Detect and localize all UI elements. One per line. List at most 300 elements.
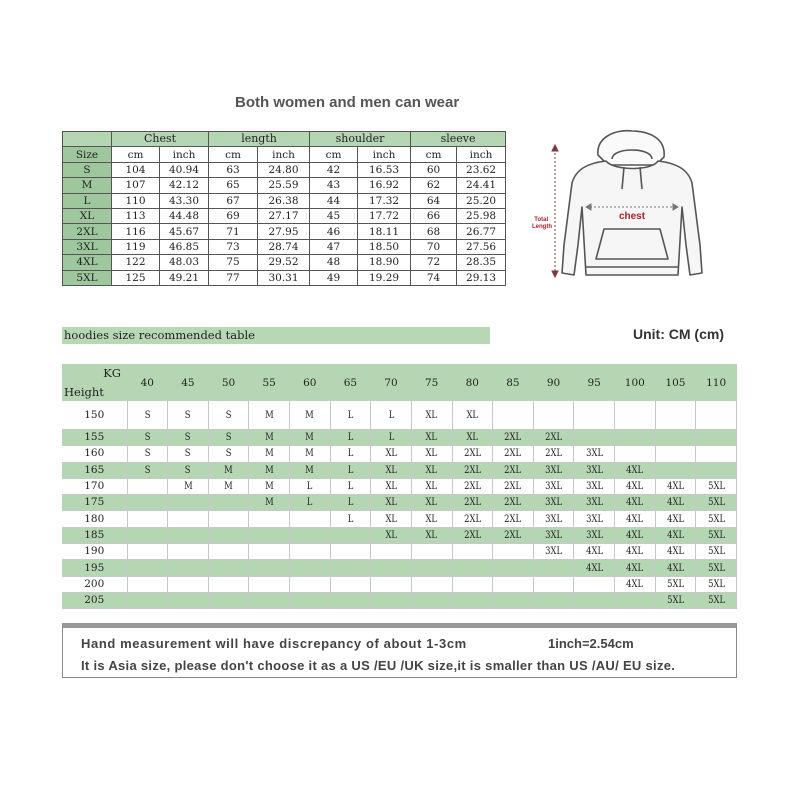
recommended-size-label: 4XL	[666, 512, 684, 525]
recommended-size-cell	[696, 560, 737, 576]
recommended-size-label: L	[347, 512, 354, 525]
empty-cell	[249, 527, 290, 543]
empty-cell	[127, 560, 168, 576]
recommended-size-cell	[493, 527, 534, 543]
recommended-size-cell	[615, 495, 656, 511]
measurement-cell: 113	[112, 208, 160, 223]
empty-cell	[330, 576, 371, 592]
recommended-size-label: M	[305, 463, 315, 476]
empty-cell	[249, 576, 290, 592]
measurement-cell: 23.62	[457, 162, 506, 177]
size-cell: M	[63, 178, 112, 193]
recommended-size-cell	[574, 560, 615, 576]
recommended-size-label: M	[305, 431, 315, 444]
recommended-size-cell	[533, 446, 574, 462]
weight-header: 100	[615, 364, 656, 401]
recommended-size-label: 5XL	[707, 528, 725, 541]
empty-cell	[208, 544, 249, 560]
recommended-size-label: XL	[425, 463, 438, 476]
recommended-size-label: 3XL	[545, 463, 563, 476]
kg-height-corner	[62, 364, 127, 401]
measurement-cell: 26.77	[457, 224, 506, 239]
weight-header: 80	[452, 364, 493, 401]
weight-header: 105	[655, 364, 696, 401]
recommended-size-label: M	[305, 447, 315, 460]
note-inch-conversion: 1inch=2.54cm	[548, 636, 634, 651]
recommended-size-label: 4XL	[626, 545, 644, 558]
measurement-cell: 125	[112, 270, 160, 285]
measurement-cell: 46.85	[160, 239, 209, 254]
empty-cell	[411, 544, 452, 560]
recommend-row	[62, 446, 737, 462]
recommended-size-cell	[533, 462, 574, 478]
recommended-size-label: 2XL	[504, 528, 522, 541]
header-blank-cell	[63, 132, 112, 147]
measurement-cell: 107	[112, 178, 160, 193]
unit-header-cm: cm	[310, 147, 358, 162]
recommended-size-label: 5XL	[707, 496, 725, 509]
recommended-size-cell	[411, 478, 452, 494]
recommended-size-label: 4XL	[666, 496, 684, 509]
measurement-cell: 104	[112, 162, 160, 177]
recommended-size-cell	[249, 446, 290, 462]
note-asia-size: It is Asia size, please don't choose it as a US /EU /UK size,it is smaller than US /AU/ EU size.	[81, 658, 676, 673]
measurement-cell: 19.29	[358, 270, 411, 285]
empty-cell	[127, 511, 168, 527]
empty-cell	[208, 511, 249, 527]
empty-cell	[330, 527, 371, 543]
size-cell: L	[63, 193, 112, 208]
recommended-size-label: XL	[385, 512, 397, 525]
recommended-size-label: 2XL	[545, 431, 563, 444]
measurement-cell: 67	[209, 193, 258, 208]
recommended-size-cell	[168, 430, 209, 446]
size-cell: 4XL	[63, 255, 112, 270]
recommended-size-cell	[208, 401, 249, 430]
recommended-size-label: 3XL	[545, 545, 563, 558]
recommended-size-cell	[371, 446, 412, 462]
recommended-size-cell	[290, 430, 331, 446]
recommended-size-label: L	[347, 496, 354, 509]
recommended-size-label: XL	[385, 463, 397, 476]
empty-cell	[330, 592, 371, 608]
recommended-size-label: 3XL	[585, 496, 603, 509]
empty-cell	[574, 401, 615, 430]
measurement-cell: 48	[310, 255, 358, 270]
measurement-cell: 70	[411, 239, 457, 254]
recommended-size-label: 3XL	[585, 528, 603, 541]
recommended-size-label: 2XL	[463, 447, 481, 460]
recommended-size-label: 4XL	[626, 480, 644, 493]
recommended-size-cell	[452, 527, 493, 543]
size-table-row	[63, 270, 506, 285]
empty-cell	[533, 576, 574, 592]
empty-cell	[452, 560, 493, 576]
recommended-size-cell	[127, 430, 168, 446]
recommended-size-cell	[533, 527, 574, 543]
recommend-row	[62, 401, 737, 430]
measurement-cell: 62	[411, 178, 457, 193]
measurement-cell: 29.13	[457, 270, 506, 285]
recommended-size-label: L	[307, 480, 313, 493]
empty-cell	[655, 462, 696, 478]
empty-cell	[452, 544, 493, 560]
size-table-row	[63, 162, 506, 177]
recommended-size-cell	[411, 511, 452, 527]
recommended-size-label: 2XL	[463, 512, 481, 525]
recommend-row	[62, 430, 737, 446]
recommended-size-label: 2XL	[504, 512, 522, 525]
recommended-size-cell	[371, 462, 412, 478]
size-column-header: Size	[63, 147, 112, 162]
measure-group-header: length	[209, 132, 310, 147]
weight-header: 95	[574, 364, 615, 401]
measurement-cell: 65	[209, 178, 258, 193]
recommended-size-cell	[533, 478, 574, 494]
recommended-size-cell	[655, 544, 696, 560]
empty-cell	[168, 592, 209, 608]
empty-cell	[574, 576, 615, 592]
recommended-size-cell	[208, 430, 249, 446]
recommended-size-label: 4XL	[626, 463, 644, 476]
recommend-row	[62, 478, 737, 494]
weight-header: 45	[168, 364, 209, 401]
weight-header: 70	[371, 364, 412, 401]
recommended-size-cell	[411, 462, 452, 478]
empty-cell	[290, 592, 331, 608]
size-table-row	[63, 255, 506, 270]
empty-cell	[208, 560, 249, 576]
empty-cell	[330, 560, 371, 576]
height-cell: 165	[62, 462, 127, 478]
recommended-size-cell	[330, 495, 371, 511]
measurement-cell: 72	[411, 255, 457, 270]
empty-cell	[696, 401, 737, 430]
recommended-size-label: 3XL	[545, 528, 563, 541]
empty-cell	[249, 592, 290, 608]
recommended-size-cell	[452, 511, 493, 527]
recommended-size-cell	[574, 462, 615, 478]
weight-header: 85	[493, 364, 534, 401]
recommended-size-cell	[493, 495, 534, 511]
measurement-cell: 46	[310, 224, 358, 239]
recommended-size-label: S	[144, 447, 151, 460]
recommended-size-cell	[330, 511, 371, 527]
recommended-size-label: 4XL	[585, 561, 603, 574]
recommended-size-cell	[655, 592, 696, 608]
recommended-size-cell	[615, 478, 656, 494]
recommended-size-cell	[533, 511, 574, 527]
empty-cell	[290, 576, 331, 592]
weight-header: 40	[127, 364, 168, 401]
empty-cell	[127, 544, 168, 560]
recommended-size-cell	[696, 527, 737, 543]
recommended-size-label: XL	[466, 408, 479, 421]
recommended-size-cell	[452, 446, 493, 462]
empty-cell	[615, 430, 656, 446]
height-cell: 195	[62, 560, 127, 576]
recommended-size-cell	[493, 446, 534, 462]
recommended-size-label: XL	[385, 480, 397, 493]
recommended-size-cell	[655, 527, 696, 543]
empty-cell	[127, 495, 168, 511]
measurement-cell: 69	[209, 208, 258, 223]
caption: Both women and men can wear	[235, 94, 460, 111]
recommended-size-label: M	[264, 463, 274, 476]
recommended-size-label: M	[264, 480, 274, 493]
recommended-size-label: XL	[466, 431, 479, 444]
recommended-size-cell	[208, 478, 249, 494]
recommended-size-label: XL	[385, 447, 397, 460]
recommended-size-cell	[452, 478, 493, 494]
measurement-cell: 25.98	[457, 208, 506, 223]
measurement-cell: 42	[310, 162, 358, 177]
recommended-size-label: S	[185, 463, 191, 476]
empty-cell	[533, 560, 574, 576]
recommended-size-label: S	[185, 431, 191, 444]
recommended-size-cell	[655, 576, 696, 592]
recommended-size-cell	[371, 495, 412, 511]
recommended-size-label: XL	[425, 480, 438, 493]
size-table-row	[63, 178, 506, 193]
measurement-cell: 44.48	[160, 208, 209, 223]
measurement-cell: 47	[310, 239, 358, 254]
recommended-size-cell	[452, 401, 493, 430]
recommended-size-label: 4XL	[626, 577, 644, 590]
size-table-header-row	[63, 132, 506, 147]
measure-group-header: Chest	[112, 132, 209, 147]
recommended-size-cell	[452, 495, 493, 511]
weight-header: 65	[330, 364, 371, 401]
height-cell: 205	[62, 592, 127, 608]
measurement-cell: 44	[310, 193, 358, 208]
recommended-size-label: 4XL	[626, 561, 644, 574]
recommended-size-cell	[696, 576, 737, 592]
weight-header: 110	[696, 364, 737, 401]
recommended-size-label: 2XL	[504, 496, 522, 509]
recommended-size-label: L	[347, 408, 354, 421]
measurement-cell: 27.56	[457, 239, 506, 254]
empty-cell	[290, 527, 331, 543]
weight-header: 50	[208, 364, 249, 401]
recommended-size-cell	[615, 511, 656, 527]
size-table-row	[63, 239, 506, 254]
recommended-size-cell	[127, 462, 168, 478]
measurement-cell: 16.53	[358, 162, 411, 177]
recommend-row	[62, 544, 737, 560]
recommended-size-cell	[249, 430, 290, 446]
recommended-size-cell	[493, 462, 534, 478]
recommended-size-cell	[208, 446, 249, 462]
recommended-size-cell	[249, 401, 290, 430]
empty-cell	[249, 560, 290, 576]
recommended-size-cell	[127, 446, 168, 462]
recommended-size-label: 4XL	[666, 528, 684, 541]
measurement-cell: 49.21	[160, 270, 209, 285]
weight-header: 90	[533, 364, 574, 401]
recommended-size-cell	[411, 495, 452, 511]
recommended-size-cell	[696, 495, 737, 511]
measurement-cell: 116	[112, 224, 160, 239]
empty-cell	[574, 592, 615, 608]
recommended-size-cell	[330, 430, 371, 446]
recommended-size-label: 2XL	[463, 463, 481, 476]
recommended-size-cell	[208, 462, 249, 478]
recommended-size-label: 4XL	[666, 545, 684, 558]
measurement-cell: 26.38	[258, 193, 310, 208]
measurement-cell: 43.30	[160, 193, 209, 208]
empty-cell	[208, 495, 249, 511]
recommended-size-label: XL	[425, 408, 438, 421]
recommend-row	[62, 495, 737, 511]
empty-cell	[249, 511, 290, 527]
empty-cell	[411, 576, 452, 592]
size-cell: S	[63, 162, 112, 177]
measurement-cell: 68	[411, 224, 457, 239]
weight-header: 75	[411, 364, 452, 401]
size-cell: 3XL	[63, 239, 112, 254]
recommended-size-label: XL	[385, 528, 397, 541]
measurement-cell: 66	[411, 208, 457, 223]
recommended-size-label: M	[264, 496, 274, 509]
measurement-cell: 25.20	[457, 193, 506, 208]
empty-cell	[452, 592, 493, 608]
recommended-size-cell	[574, 495, 615, 511]
recommended-size-cell	[574, 511, 615, 527]
empty-cell	[208, 592, 249, 608]
measurement-cell: 75	[209, 255, 258, 270]
recommended-size-cell	[452, 462, 493, 478]
empty-cell	[615, 592, 656, 608]
measurement-cell: 48.03	[160, 255, 209, 270]
empty-cell	[533, 401, 574, 430]
recommended-size-cell	[249, 478, 290, 494]
recommended-size-label: XL	[425, 496, 438, 509]
recommended-size-label: 5XL	[707, 480, 725, 493]
empty-cell	[127, 478, 168, 494]
measurement-cell: 73	[209, 239, 258, 254]
measurement-cell: 74	[411, 270, 457, 285]
empty-cell	[493, 560, 534, 576]
measurement-cell: 40.94	[160, 162, 209, 177]
total-length-label: Total Length	[532, 217, 552, 230]
height-cell: 185	[62, 527, 127, 543]
recommended-size-label: M	[224, 480, 233, 493]
measurement-cell: 110	[112, 193, 160, 208]
unit-header-cm: cm	[411, 147, 457, 162]
recommended-size-cell	[411, 527, 452, 543]
measurement-cell: 27.95	[258, 224, 310, 239]
recommended-size-cell	[371, 430, 412, 446]
recommended-size-label: XL	[425, 528, 438, 541]
recommended-size-cell	[411, 401, 452, 430]
height-cell: 190	[62, 544, 127, 560]
recommended-size-label: S	[185, 447, 191, 460]
size-table-row	[63, 208, 506, 223]
recommended-size-label: L	[347, 463, 354, 476]
measurement-cell: 16.92	[358, 178, 411, 193]
recommended-size-label: 3XL	[585, 463, 603, 476]
recommended-size-cell	[127, 401, 168, 430]
recommended-size-label: 4XL	[626, 512, 644, 525]
recommended-size-cell	[330, 478, 371, 494]
recommended-size-label: 2XL	[463, 480, 481, 493]
hoodie-diagram	[528, 125, 733, 295]
recommended-size-cell	[371, 478, 412, 494]
measurement-cell: 27.17	[258, 208, 310, 223]
empty-cell	[127, 527, 168, 543]
recommend-row	[62, 462, 737, 478]
recommended-size-cell	[493, 511, 534, 527]
recommended-size-cell	[249, 462, 290, 478]
unit-header-inch: inch	[258, 147, 310, 162]
recommended-size-cell	[290, 495, 331, 511]
measure-group-header: sleeve	[411, 132, 506, 147]
measurement-cell: 25.59	[258, 178, 310, 193]
measurement-cell: 63	[209, 162, 258, 177]
empty-cell	[290, 544, 331, 560]
recommended-size-label: 2XL	[504, 447, 522, 460]
recommended-size-cell	[533, 495, 574, 511]
empty-cell	[493, 576, 534, 592]
recommended-size-label: S	[225, 447, 232, 460]
empty-cell	[208, 527, 249, 543]
recommended-size-cell	[411, 446, 452, 462]
recommended-size-label: M	[264, 447, 274, 460]
empty-cell	[290, 560, 331, 576]
measurement-cell: 17.72	[358, 208, 411, 223]
unit-header-inch: inch	[160, 147, 209, 162]
empty-cell	[249, 544, 290, 560]
size-cell: XL	[63, 208, 112, 223]
measurement-cell: 42.12	[160, 178, 209, 193]
size-chart-table	[62, 131, 506, 286]
recommended-size-cell	[493, 478, 534, 494]
recommended-size-label: S	[225, 431, 232, 444]
empty-cell	[615, 401, 656, 430]
measurement-cell: 17.32	[358, 193, 411, 208]
recommended-size-cell	[655, 495, 696, 511]
note-discrepancy: Hand measurement will have discrepancy of about 1-3cm	[81, 636, 467, 651]
recommended-size-cell	[696, 544, 737, 560]
recommended-size-cell	[371, 527, 412, 543]
recommended-size-label: 2XL	[463, 528, 481, 541]
recommend-row	[62, 576, 737, 592]
empty-cell	[168, 560, 209, 576]
empty-cell	[533, 592, 574, 608]
recommended-size-cell	[533, 430, 574, 446]
recommended-size-cell	[168, 401, 209, 430]
recommended-size-cell	[330, 446, 371, 462]
recommended-size-label: 4XL	[626, 528, 644, 541]
recommended-size-label: M	[305, 408, 315, 421]
recommended-size-cell	[574, 544, 615, 560]
recommended-size-table	[62, 364, 737, 609]
measurement-cell: 71	[209, 224, 258, 239]
empty-cell	[330, 544, 371, 560]
empty-cell	[168, 527, 209, 543]
recommended-size-cell	[615, 527, 656, 543]
measure-group-header: shoulder	[310, 132, 411, 147]
empty-cell	[208, 576, 249, 592]
recommended-size-cell	[330, 401, 371, 430]
recommend-row	[62, 592, 737, 608]
recommended-size-cell	[615, 576, 656, 592]
recommended-size-cell	[533, 544, 574, 560]
size-cell: 2XL	[63, 224, 112, 239]
height-cell: 155	[62, 430, 127, 446]
recommended-size-label: 2XL	[463, 496, 481, 509]
